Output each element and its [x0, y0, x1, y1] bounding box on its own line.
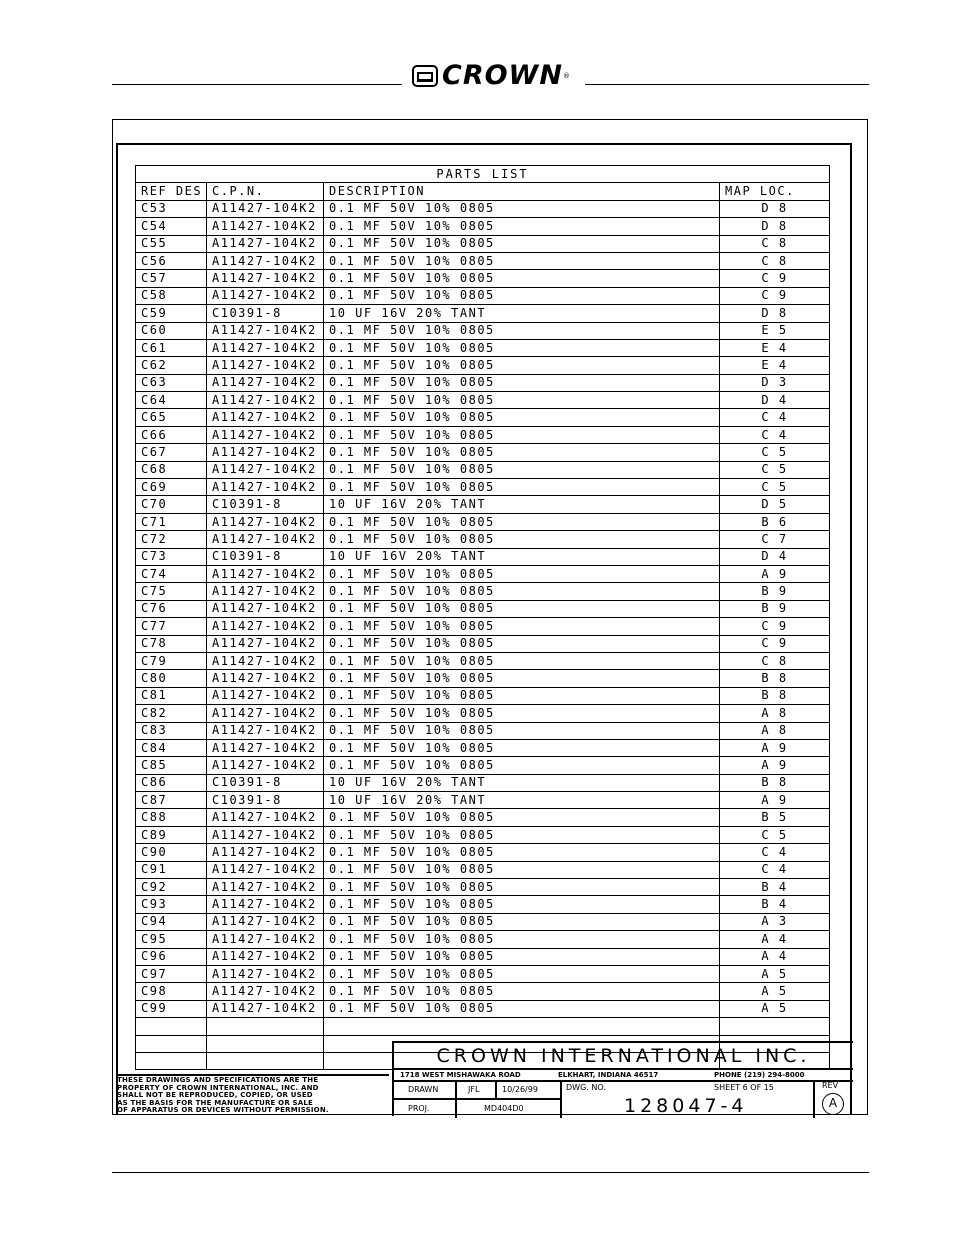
blank-cell: [720, 1018, 830, 1035]
table-row: [136, 913, 830, 930]
map-loc-cell: C 8: [720, 235, 830, 252]
table-row: [136, 565, 830, 582]
cpn-cell: A11427-104K2: [207, 270, 324, 287]
map-loc-cell: A 9: [720, 739, 830, 756]
map-loc-cell: A 9: [720, 565, 830, 582]
description-cell: 0.1 MF 50V 10% 0805: [324, 374, 720, 391]
map-loc-cell: C 4: [720, 409, 830, 426]
ref-des-cell: C85: [136, 757, 207, 774]
blank-cell: [207, 1052, 324, 1069]
map-loc-cell: C 8: [720, 252, 830, 269]
map-loc-cell: A 5: [720, 983, 830, 1000]
cpn-cell: A11427-104K2: [207, 879, 324, 896]
ref-des-cell: C66: [136, 426, 207, 443]
cpn-cell: A11427-104K2: [207, 739, 324, 756]
map-loc-cell: C 5: [720, 826, 830, 843]
cpn-cell: A11427-104K2: [207, 322, 324, 339]
map-loc-cell: D 8: [720, 305, 830, 322]
description-cell: 10 UF 16V 20% TANT: [324, 774, 720, 791]
cpn-cell: C10391-8: [207, 548, 324, 565]
cpn-cell: C10391-8: [207, 774, 324, 791]
table-row: [136, 305, 830, 322]
cpn-cell: A11427-104K2: [207, 479, 324, 496]
ref-des-cell: C54: [136, 218, 207, 235]
cpn-cell: A11427-104K2: [207, 687, 324, 704]
ref-des-cell: C90: [136, 844, 207, 861]
cpn-cell: A11427-104K2: [207, 965, 324, 982]
ref-des-cell: C55: [136, 235, 207, 252]
table-row: [136, 426, 830, 443]
description-cell: 0.1 MF 50V 10% 0805: [324, 409, 720, 426]
map-loc-cell: A 3: [720, 913, 830, 930]
ref-des-cell: C76: [136, 600, 207, 617]
map-loc-cell: C 9: [720, 287, 830, 304]
description-cell: 0.1 MF 50V 10% 0805: [324, 670, 720, 687]
cpn-cell: A11427-104K2: [207, 600, 324, 617]
ref-des-cell: C89: [136, 826, 207, 843]
ref-des-cell: C69: [136, 479, 207, 496]
parts-list-title: PARTS LIST: [136, 166, 830, 183]
header-rule-right: [585, 84, 869, 85]
map-loc-cell: B 8: [720, 670, 830, 687]
map-loc-cell: C 9: [720, 635, 830, 652]
description-cell: 0.1 MF 50V 10% 0805: [324, 339, 720, 356]
map-loc-cell: C 4: [720, 861, 830, 878]
description-cell: 0.1 MF 50V 10% 0805: [324, 896, 720, 913]
ref-des-cell: C94: [136, 913, 207, 930]
cpn-cell: C10391-8: [207, 496, 324, 513]
map-loc-cell: D 8: [720, 218, 830, 235]
description-cell: 0.1 MF 50V 10% 0805: [324, 565, 720, 582]
ref-des-cell: C98: [136, 983, 207, 1000]
description-cell: 0.1 MF 50V 10% 0805: [324, 444, 720, 461]
ref-des-cell: C79: [136, 652, 207, 669]
table-row: [136, 757, 830, 774]
table-row: [136, 339, 830, 356]
header-rule-left: [112, 84, 402, 85]
ref-des-cell: C80: [136, 670, 207, 687]
phone-number: PHONE (219) 294-8000: [714, 1071, 805, 1079]
ref-des-cell: C56: [136, 252, 207, 269]
registered-mark: ®: [562, 72, 570, 80]
table-row: [136, 200, 830, 217]
description-cell: 0.1 MF 50V 10% 0805: [324, 705, 720, 722]
cpn-cell: A11427-104K2: [207, 287, 324, 304]
description-cell: 0.1 MF 50V 10% 0805: [324, 687, 720, 704]
cpn-cell: C10391-8: [207, 305, 324, 322]
map-loc-cell: A 8: [720, 705, 830, 722]
table-row: [136, 774, 830, 791]
description-cell: 0.1 MF 50V 10% 0805: [324, 287, 720, 304]
cpn-cell: A11427-104K2: [207, 896, 324, 913]
sheet-number: SHEET 6 OF 15: [714, 1083, 774, 1092]
ref-des-cell: C86: [136, 774, 207, 791]
table-row: [136, 792, 830, 809]
dwg-no-label: DWG. NO.: [566, 1083, 606, 1092]
description-cell: 0.1 MF 50V 10% 0805: [324, 983, 720, 1000]
table-row: [136, 600, 830, 617]
ref-des-cell: C87: [136, 792, 207, 809]
table-row: [136, 670, 830, 687]
table-row: [136, 461, 830, 478]
ref-des-cell: C81: [136, 687, 207, 704]
description-cell: 0.1 MF 50V 10% 0805: [324, 809, 720, 826]
cpn-cell: A11427-104K2: [207, 374, 324, 391]
description-cell: 0.1 MF 50V 10% 0805: [324, 965, 720, 982]
map-loc-cell: E 5: [720, 322, 830, 339]
description-cell: 0.1 MF 50V 10% 0805: [324, 270, 720, 287]
cpn-cell: A11427-104K2: [207, 444, 324, 461]
map-loc-cell: C 4: [720, 426, 830, 443]
drawing-number: 128047-4: [624, 1095, 748, 1117]
table-row: [136, 826, 830, 843]
description-cell: 10 UF 16V 20% TANT: [324, 305, 720, 322]
map-loc-cell: D 5: [720, 496, 830, 513]
blank-cell: [136, 1018, 207, 1035]
map-loc-cell: A 8: [720, 722, 830, 739]
parts-list-body: [136, 200, 830, 1070]
title-block: [392, 1041, 853, 1116]
description-cell: 0.1 MF 50V 10% 0805: [324, 861, 720, 878]
description-cell: 0.1 MF 50V 10% 0805: [324, 652, 720, 669]
title-block-divider: [495, 1080, 497, 1099]
ref-des-cell: C58: [136, 287, 207, 304]
map-loc-cell: A 4: [720, 948, 830, 965]
cpn-cell: A11427-104K2: [207, 1000, 324, 1017]
map-loc-cell: C 5: [720, 479, 830, 496]
cpn-cell: A11427-104K2: [207, 565, 324, 582]
blank-cell: [136, 1052, 207, 1069]
map-loc-cell: A 4: [720, 931, 830, 948]
cpn-cell: A11427-104K2: [207, 409, 324, 426]
description-cell: 0.1 MF 50V 10% 0805: [324, 826, 720, 843]
cpn-cell: A11427-104K2: [207, 826, 324, 843]
table-row: [136, 687, 830, 704]
revision-letter: A: [822, 1093, 844, 1115]
cpn-cell: A11427-104K2: [207, 948, 324, 965]
table-row: [136, 861, 830, 878]
map-loc-cell: C 5: [720, 461, 830, 478]
description-cell: 0.1 MF 50V 10% 0805: [324, 844, 720, 861]
table-row: [136, 1000, 830, 1017]
table-row: [136, 287, 830, 304]
table-row: [136, 357, 830, 374]
title-block-rule: [394, 1098, 561, 1100]
ref-des-cell: C63: [136, 374, 207, 391]
footer-rule: [112, 1172, 869, 1173]
cpn-cell: A11427-104K2: [207, 670, 324, 687]
cpn-cell: A11427-104K2: [207, 200, 324, 217]
description-cell: 0.1 MF 50V 10% 0805: [324, 531, 720, 548]
map-loc-cell: C 9: [720, 270, 830, 287]
map-loc-cell: E 4: [720, 339, 830, 356]
map-loc-cell: E 4: [720, 357, 830, 374]
table-row: [136, 844, 830, 861]
ref-des-cell: C88: [136, 809, 207, 826]
drawing-date: 10/26/99: [502, 1085, 538, 1094]
ref-des-cell: C65: [136, 409, 207, 426]
rev-label: REV: [822, 1081, 839, 1090]
map-loc-cell: A 5: [720, 1000, 830, 1017]
city-address: ELKHART, INDIANA 46517: [558, 1071, 659, 1079]
description-cell: 10 UF 16V 20% TANT: [324, 792, 720, 809]
blank-row: [136, 1018, 830, 1035]
cpn-cell: A11427-104K2: [207, 339, 324, 356]
map-loc-cell: D 3: [720, 374, 830, 391]
description-cell: 0.1 MF 50V 10% 0805: [324, 931, 720, 948]
table-row: [136, 652, 830, 669]
drawn-by: JFL: [468, 1085, 480, 1094]
cpn-cell: A11427-104K2: [207, 531, 324, 548]
ref-des-cell: C57: [136, 270, 207, 287]
parts-list-table: [135, 165, 830, 1070]
cpn-cell: A11427-104K2: [207, 235, 324, 252]
map-loc-cell: C 4: [720, 844, 830, 861]
map-loc-cell: B 5: [720, 809, 830, 826]
ref-des-cell: C61: [136, 339, 207, 356]
cpn-cell: A11427-104K2: [207, 844, 324, 861]
cpn-cell: A11427-104K2: [207, 618, 324, 635]
ref-des-cell: C68: [136, 461, 207, 478]
description-cell: 0.1 MF 50V 10% 0805: [324, 200, 720, 217]
map-loc-cell: B 4: [720, 879, 830, 896]
cpn-cell: A11427-104K2: [207, 722, 324, 739]
company-address-line: [394, 1070, 853, 1082]
cpn-cell: A11427-104K2: [207, 461, 324, 478]
table-row: [136, 983, 830, 1000]
ref-des-cell: C67: [136, 444, 207, 461]
map-loc-cell: A 9: [720, 792, 830, 809]
description-cell: 0.1 MF 50V 10% 0805: [324, 635, 720, 652]
table-row: [136, 374, 830, 391]
table-row: [136, 739, 830, 756]
description-cell: 0.1 MF 50V 10% 0805: [324, 739, 720, 756]
map-loc-cell: C 8: [720, 652, 830, 669]
col-map-loc: MAP LOC.: [720, 183, 830, 200]
table-row: [136, 531, 830, 548]
ref-des-cell: C70: [136, 496, 207, 513]
description-cell: 0.1 MF 50V 10% 0805: [324, 583, 720, 600]
cpn-cell: A11427-104K2: [207, 861, 324, 878]
map-loc-cell: D 4: [720, 392, 830, 409]
cpn-cell: A11427-104K2: [207, 983, 324, 1000]
description-cell: 0.1 MF 50V 10% 0805: [324, 252, 720, 269]
description-cell: 0.1 MF 50V 10% 0805: [324, 948, 720, 965]
map-loc-cell: B 6: [720, 513, 830, 530]
col-ref-des: REF DES: [136, 183, 207, 200]
description-cell: 0.1 MF 50V 10% 0805: [324, 1000, 720, 1017]
title-block-divider: [455, 1080, 457, 1099]
blank-cell: [207, 1018, 324, 1035]
cpn-cell: C10391-8: [207, 792, 324, 809]
cpn-cell: A11427-104K2: [207, 913, 324, 930]
table-row: [136, 896, 830, 913]
title-block-divider: [813, 1080, 815, 1118]
table-row: [136, 809, 830, 826]
map-loc-cell: A 5: [720, 965, 830, 982]
map-loc-cell: D 4: [720, 548, 830, 565]
ref-des-cell: C95: [136, 931, 207, 948]
cpn-cell: A11427-104K2: [207, 635, 324, 652]
ref-des-cell: C78: [136, 635, 207, 652]
table-row: [136, 705, 830, 722]
ref-des-cell: C72: [136, 531, 207, 548]
table-row: [136, 583, 830, 600]
map-loc-cell: C 9: [720, 618, 830, 635]
table-row: [136, 513, 830, 530]
company-name: CROWN INTERNATIONAL INC.: [436, 1045, 811, 1067]
map-loc-cell: B 9: [720, 600, 830, 617]
table-row: [136, 252, 830, 269]
table-row: [136, 618, 830, 635]
map-loc-cell: A 9: [720, 757, 830, 774]
cpn-cell: A11427-104K2: [207, 426, 324, 443]
map-loc-cell: B 9: [720, 583, 830, 600]
ref-des-cell: C84: [136, 739, 207, 756]
map-loc-cell: D 8: [720, 200, 830, 217]
ref-des-cell: C83: [136, 722, 207, 739]
map-loc-cell: B 8: [720, 774, 830, 791]
ref-des-cell: C74: [136, 565, 207, 582]
brand-name: CROWN: [442, 60, 563, 91]
project-code: MD404D0: [484, 1104, 524, 1113]
parts-list-header-row: [136, 183, 830, 200]
blank-cell: [207, 1035, 324, 1052]
cpn-cell: A11427-104K2: [207, 513, 324, 530]
table-row: [136, 635, 830, 652]
ref-des-cell: C96: [136, 948, 207, 965]
ref-des-cell: C71: [136, 513, 207, 530]
ref-des-cell: C82: [136, 705, 207, 722]
cpn-cell: A11427-104K2: [207, 252, 324, 269]
cpn-cell: A11427-104K2: [207, 392, 324, 409]
table-row: [136, 218, 830, 235]
description-cell: 0.1 MF 50V 10% 0805: [324, 392, 720, 409]
table-row: [136, 548, 830, 565]
blank-cell: [136, 1035, 207, 1052]
description-cell: 0.1 MF 50V 10% 0805: [324, 235, 720, 252]
cpn-cell: A11427-104K2: [207, 705, 324, 722]
description-cell: 10 UF 16V 20% TANT: [324, 548, 720, 565]
table-row: [136, 479, 830, 496]
table-row: [136, 270, 830, 287]
description-cell: 10 UF 16V 20% TANT: [324, 496, 720, 513]
ref-des-cell: C60: [136, 322, 207, 339]
ref-des-cell: C77: [136, 618, 207, 635]
crown-logo: [412, 62, 582, 90]
ref-des-cell: C62: [136, 357, 207, 374]
description-cell: 0.1 MF 50V 10% 0805: [324, 322, 720, 339]
title-block-divider: [455, 1098, 457, 1118]
blank-cell: [324, 1018, 720, 1035]
cpn-cell: A11427-104K2: [207, 218, 324, 235]
table-row: [136, 392, 830, 409]
description-cell: 0.1 MF 50V 10% 0805: [324, 600, 720, 617]
ref-des-cell: C93: [136, 896, 207, 913]
table-row: [136, 444, 830, 461]
description-cell: 0.1 MF 50V 10% 0805: [324, 218, 720, 235]
description-cell: 0.1 MF 50V 10% 0805: [324, 913, 720, 930]
table-row: [136, 879, 830, 896]
col-cpn: C.P.N.: [207, 183, 324, 200]
map-loc-cell: C 5: [720, 444, 830, 461]
ref-des-cell: C99: [136, 1000, 207, 1017]
table-row: [136, 965, 830, 982]
street-address: 1718 WEST MISHAWAKA ROAD: [400, 1071, 521, 1079]
ref-des-cell: C92: [136, 879, 207, 896]
description-cell: 0.1 MF 50V 10% 0805: [324, 426, 720, 443]
description-cell: 0.1 MF 50V 10% 0805: [324, 357, 720, 374]
table-row: [136, 235, 830, 252]
description-cell: 0.1 MF 50V 10% 0805: [324, 618, 720, 635]
cpn-cell: A11427-104K2: [207, 583, 324, 600]
map-loc-cell: B 4: [720, 896, 830, 913]
cpn-cell: A11427-104K2: [207, 809, 324, 826]
proprietary-notice: THESE DRAWINGS AND SPECIFICATIONS ARE THE PROPERTY OF CROWN INTERNATIONAL, INC. AND SHALL NOT BE REPRODUCED, COPIED, OR USED AS THE BASIS FOR THE MANUFACTURE OR SALE OF APPARATUS OR DEVICES WITHOUT PERMISSION.: [117, 1074, 389, 1116]
description-cell: 0.1 MF 50V 10% 0805: [324, 879, 720, 896]
map-loc-cell: B 8: [720, 687, 830, 704]
description-cell: 0.1 MF 50V 10% 0805: [324, 513, 720, 530]
ref-des-cell: C64: [136, 392, 207, 409]
description-cell: 0.1 MF 50V 10% 0805: [324, 722, 720, 739]
cpn-cell: A11427-104K2: [207, 757, 324, 774]
ref-des-cell: C73: [136, 548, 207, 565]
crown-icon: [412, 65, 438, 87]
table-row: [136, 409, 830, 426]
ref-des-cell: C97: [136, 965, 207, 982]
table-row: [136, 496, 830, 513]
cpn-cell: A11427-104K2: [207, 652, 324, 669]
table-row: [136, 322, 830, 339]
cpn-cell: A11427-104K2: [207, 357, 324, 374]
ref-des-cell: C75: [136, 583, 207, 600]
description-cell: 0.1 MF 50V 10% 0805: [324, 461, 720, 478]
ref-des-cell: C91: [136, 861, 207, 878]
ref-des-cell: C53: [136, 200, 207, 217]
table-row: [136, 722, 830, 739]
description-cell: 0.1 MF 50V 10% 0805: [324, 757, 720, 774]
col-description: DESCRIPTION: [324, 183, 720, 200]
description-cell: 0.1 MF 50V 10% 0805: [324, 479, 720, 496]
table-row: [136, 931, 830, 948]
drawn-label: DRAWN: [408, 1085, 439, 1094]
ref-des-cell: C59: [136, 305, 207, 322]
map-loc-cell: C 7: [720, 531, 830, 548]
table-row: [136, 948, 830, 965]
proj-label: PROJ.: [408, 1104, 430, 1113]
cpn-cell: A11427-104K2: [207, 931, 324, 948]
